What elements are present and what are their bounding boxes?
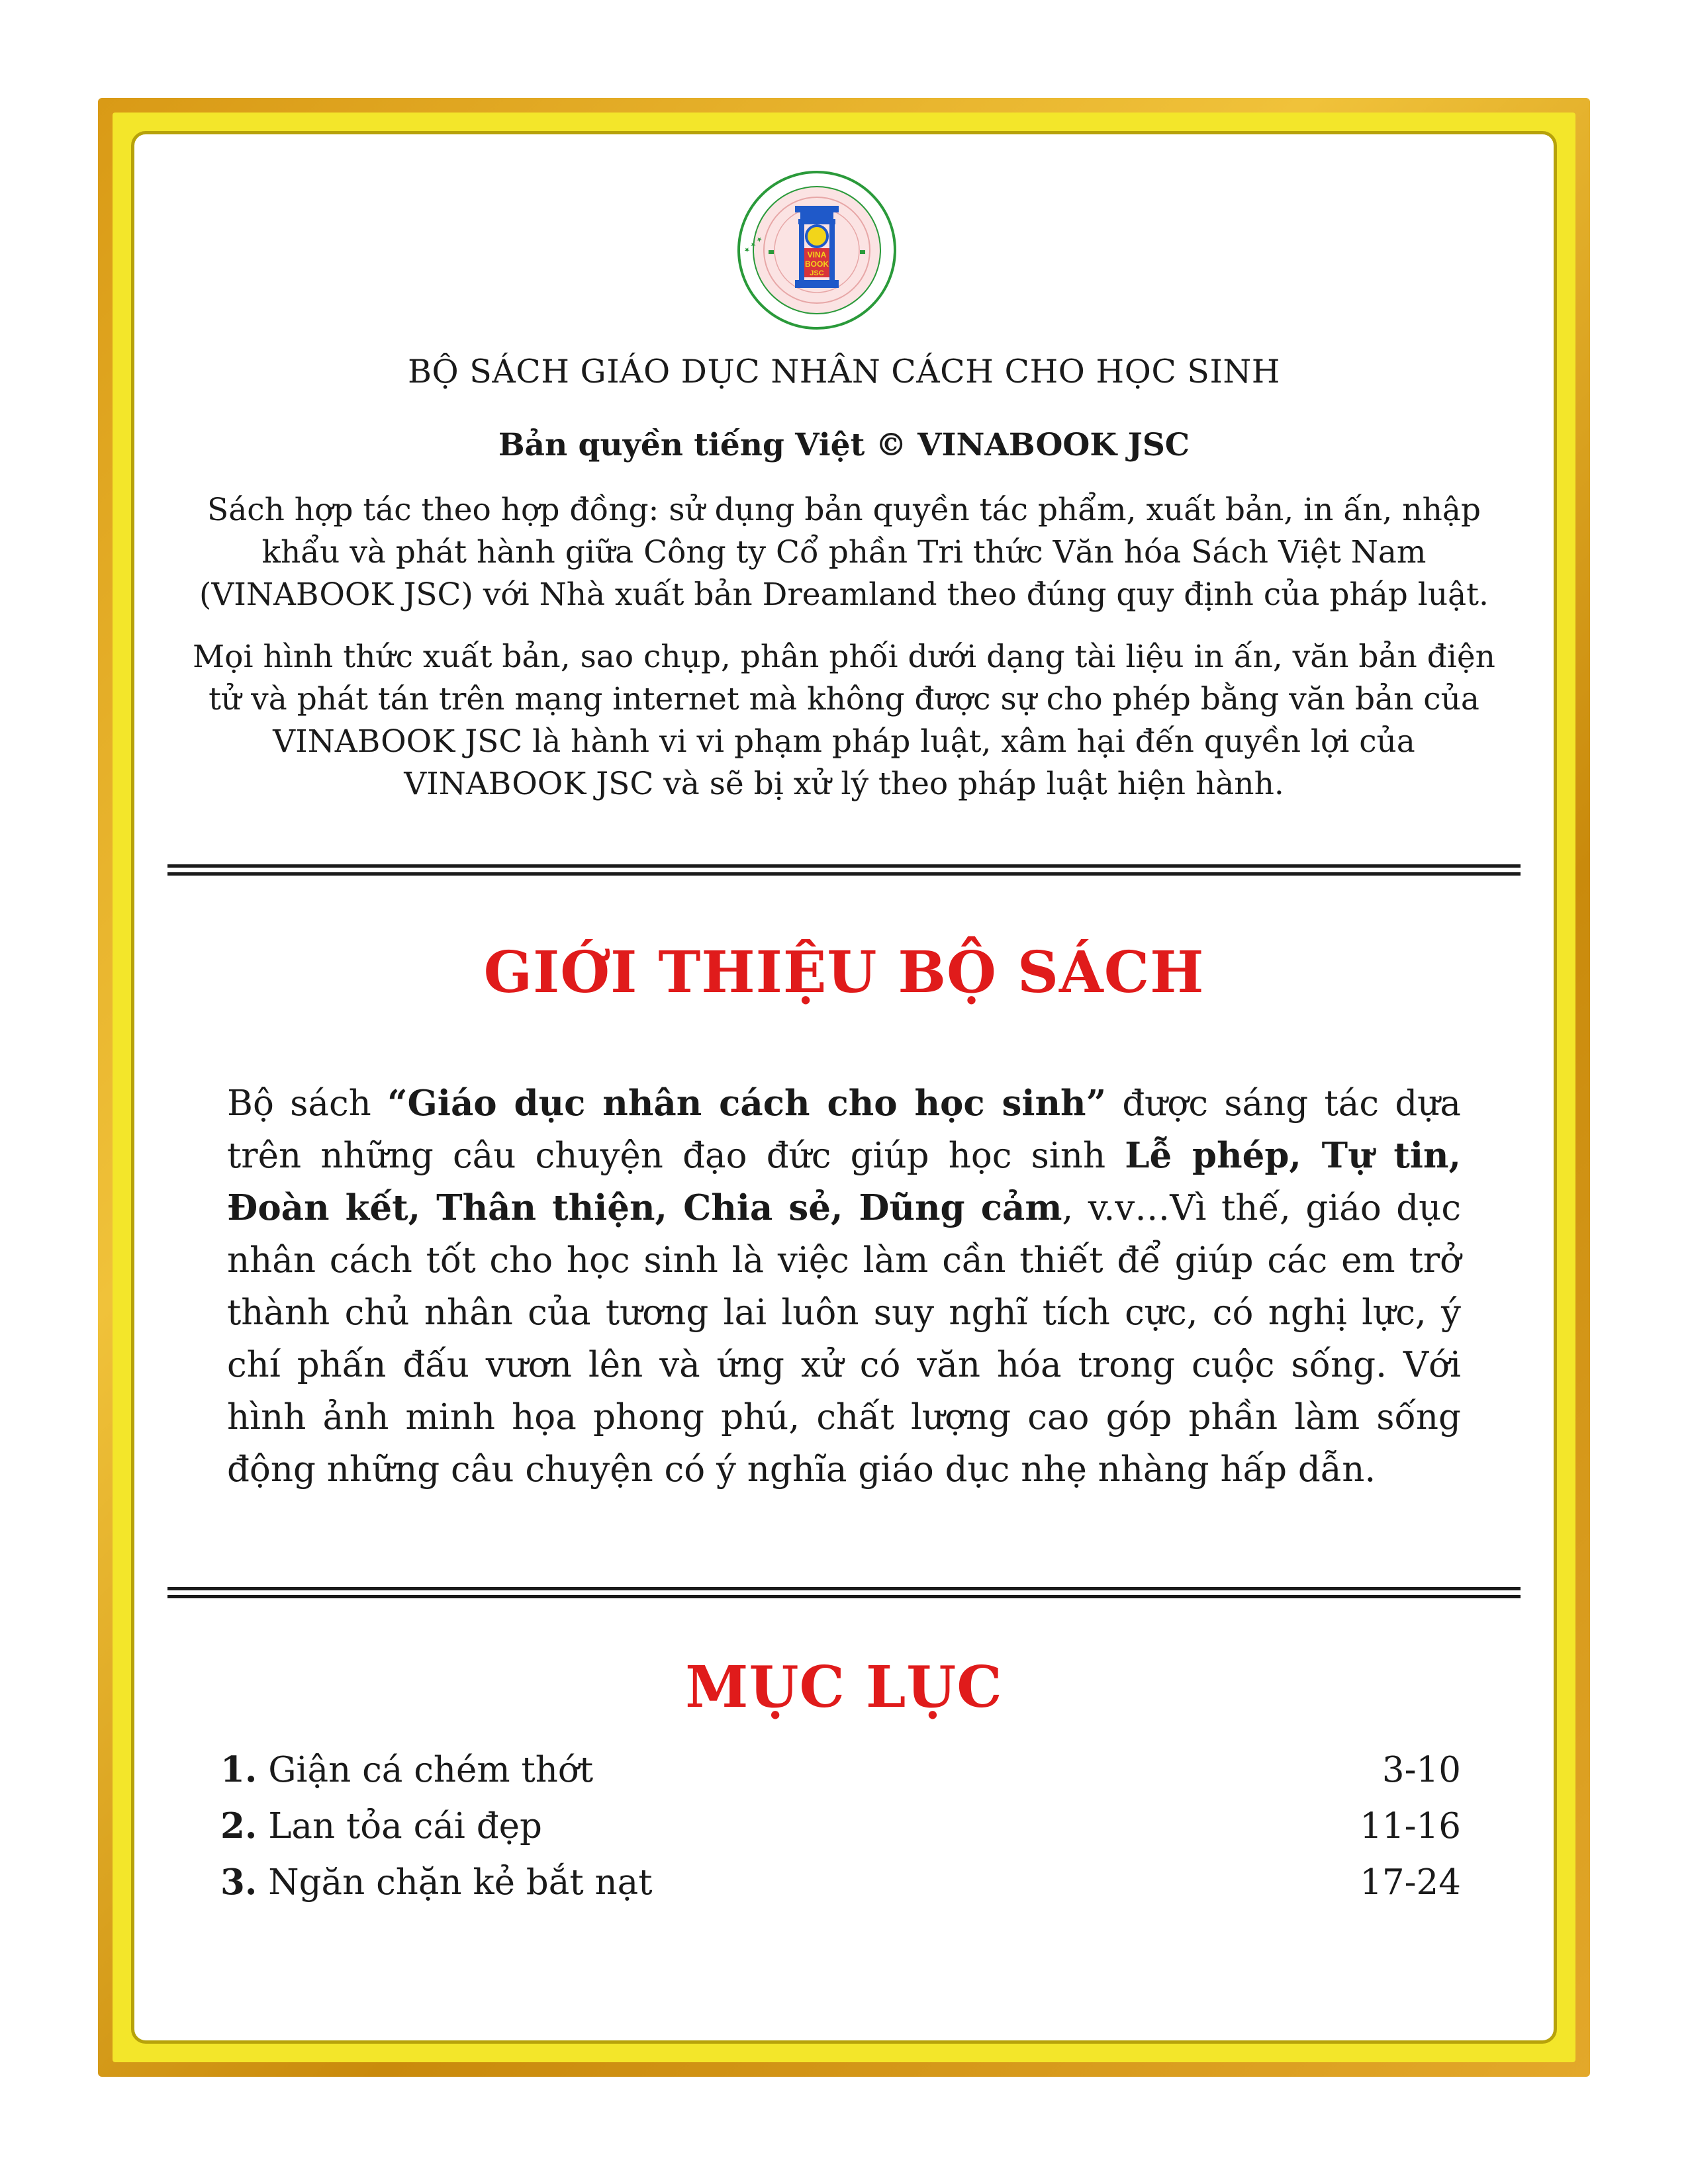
- copyright-notice: Bản quyền tiếng Việt © VINABOOK JSC: [498, 427, 1190, 463]
- toc-item-title: Ngăn chặn kẻ bắt nạt: [268, 1862, 653, 1903]
- table-of-contents: [220, 1749, 1461, 1918]
- toc-item-title: Lan tỏa cái đẹp: [268, 1806, 542, 1846]
- cooperation-paragraph: Sách hợp tác theo hợp đồng: sử dụng bản quyền tác phẩm, xuất bản, in ấn, nhập khẩu và phát hành giữa Công ty Cổ phần Tri thức Văn hóa Sách Việt Nam (VINABOOK JSC) với Nhà xuất bản Dreamland theo đúng quy định của pháp luật.: [199, 492, 1489, 613]
- intro-heading: GIỚI THIỆU BỘ SÁCH: [483, 939, 1205, 1006]
- gold-frame: [98, 98, 1590, 2077]
- page-panel: [131, 131, 1557, 2044]
- copyright-warning-paragraph: Mọi hình thức xuất bản, sao chụp, phân phối dưới dạng tài liệu in ấn, văn bản điện tử và phát tán trên mạng internet mà không được sự cho phép bằng văn bản của VINABOOK JSC là hành vi vi phạm pháp luật, xâm hại đến quyền lợi của VINABOOK JSC và sẽ bị xử lý theo pháp luật hiện hành.: [193, 639, 1495, 802]
- seal-text-vina: VINA: [807, 250, 827, 259]
- seal-text-book: BOOK: [805, 259, 829, 269]
- seal-text-jsc: JSC: [810, 269, 824, 277]
- toc-item: [220, 1805, 1461, 1862]
- toc-item-number: 3.: [220, 1862, 258, 1903]
- double-rule-divider: [167, 864, 1521, 876]
- intro-text-2: được sáng tác dựa trên những câu chuyện đạo đức giúp học sinh: [227, 1083, 1461, 1176]
- toc-item-pages: 17-24: [1360, 1862, 1461, 1903]
- vinabook-seal-logo: [734, 167, 900, 333]
- double-rule-divider: [167, 1587, 1521, 1598]
- toc-heading: MỤC LỤC: [685, 1654, 1003, 1721]
- intro-text-1: Bộ sách: [227, 1083, 388, 1124]
- toc-item-number: 2.: [220, 1805, 258, 1846]
- toc-item-title: Giận cá chém thớt: [268, 1750, 594, 1790]
- intro-bold-series-name: “Giáo dục nhân cách cho học sinh”: [387, 1083, 1107, 1124]
- intro-text-3: , v.v…Vì thế, giáo dục nhân cách tốt cho học sinh là việc làm cần thiết để giúp các em trở thành chủ nhân của tương lai luôn suy nghĩ tích cực, có nghị lực, ý chí phấn đấu vươn lên và ứng xử có văn hóa trong cuộc sống. Với hình ảnh minh họa phong phú, chất lượng cao góp phần làm sống động những câu chuyện có ý nghĩa giáo dục nhẹ nhàng hấp dẫn.: [227, 1188, 1461, 1490]
- toc-item-number: 1.: [220, 1749, 258, 1790]
- series-title: BỘ SÁCH GIÁO DỤC NHÂN CÁCH CHO HỌC SINH: [408, 353, 1280, 390]
- page-content: [134, 134, 1554, 2040]
- intro-paragraph: [227, 1077, 1461, 1496]
- intro-bold-virtues: Lễ phép, Tự tin, Đoàn kết, Thân thiện, Chia sẻ, Dũng cảm: [227, 1135, 1461, 1228]
- toc-item-pages: 3-10: [1382, 1750, 1461, 1790]
- svg-text:★ ★ ★: ★ ★ ★: [742, 235, 765, 255]
- toc-item-pages: 11-16: [1360, 1806, 1461, 1846]
- yellow-frame-band: [113, 113, 1575, 2062]
- toc-item: [220, 1749, 1461, 1805]
- toc-item: [220, 1862, 1461, 1918]
